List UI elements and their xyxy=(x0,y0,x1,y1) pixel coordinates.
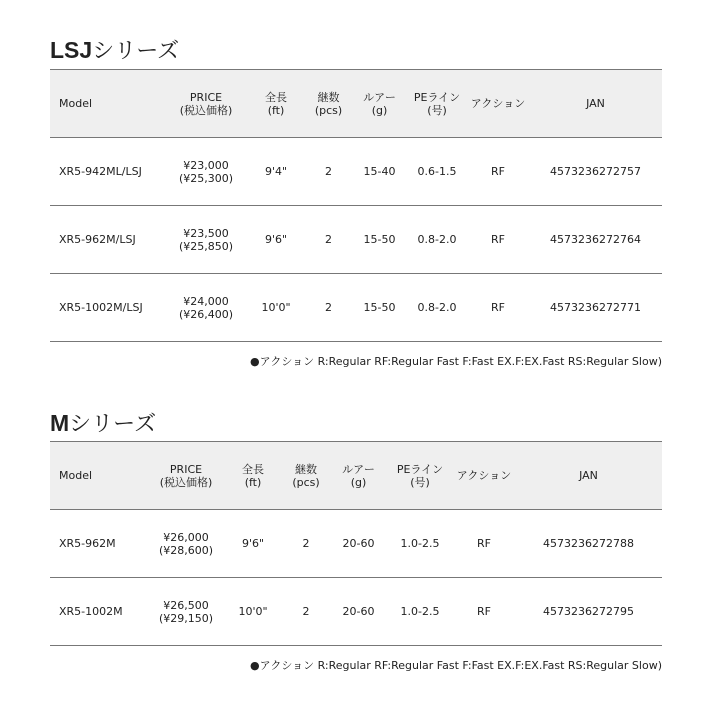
cell-pieces: 2 xyxy=(305,274,352,342)
cell-pe-line: 1.0-2.5 xyxy=(387,578,453,646)
cell-action: RF xyxy=(467,274,529,342)
cell-model: XR5-942ML/LSJ xyxy=(50,138,165,206)
cell-pe-line: 1.0-2.5 xyxy=(387,510,453,578)
cell-jan: 4573236272795 xyxy=(515,578,662,646)
cell-pe-line: 0.8-2.0 xyxy=(407,274,467,342)
cell-pe-line: 0.6-1.5 xyxy=(407,138,467,206)
section-title-bold: M xyxy=(50,410,70,436)
cell-jan: 4573236272764 xyxy=(529,206,662,274)
header-lure: ルアー (g) xyxy=(352,70,407,138)
header-model: Model xyxy=(50,442,148,510)
cell-price: ¥23,000 (¥25,300) xyxy=(165,138,247,206)
header-pieces: 継数 (pcs) xyxy=(282,442,330,510)
header-length: 全長 (ft) xyxy=(224,442,282,510)
cell-pieces: 2 xyxy=(305,138,352,206)
table-row xyxy=(50,274,662,342)
section-title-rest: シリーズ xyxy=(69,412,157,437)
table-header-row xyxy=(50,442,662,510)
cell-action: RF xyxy=(453,510,515,578)
cell-price: ¥23,500 (¥25,850) xyxy=(165,206,247,274)
cell-length: 9'4" xyxy=(247,138,305,206)
cell-pieces: 2 xyxy=(305,206,352,274)
action-legend-note: ●アクション R:Regular RF:Regular Fast F:Fast EX.F:EX.Fast RS:Regular Slow) xyxy=(250,355,662,368)
cell-action: RF xyxy=(467,206,529,274)
cell-lure: 20-60 xyxy=(330,510,387,578)
spec-table xyxy=(50,441,662,646)
section-title xyxy=(50,407,156,438)
cell-model: XR5-962M xyxy=(50,510,148,578)
table-row xyxy=(50,206,662,274)
header-model: Model xyxy=(50,70,165,138)
header-lure: ルアー (g) xyxy=(330,442,387,510)
cell-length: 10'0" xyxy=(224,578,282,646)
section-title-bold: LSJ xyxy=(50,37,93,63)
table-header-row xyxy=(50,70,662,138)
cell-jan: 4573236272788 xyxy=(515,510,662,578)
cell-length: 9'6" xyxy=(224,510,282,578)
header-pieces: 継数 (pcs) xyxy=(305,70,352,138)
cell-length: 10'0" xyxy=(247,274,305,342)
header-action: アクション xyxy=(453,442,515,510)
header-length: 全長 (ft) xyxy=(247,70,305,138)
cell-lure: 15-40 xyxy=(352,138,407,206)
header-jan: JAN xyxy=(515,442,662,510)
section-title xyxy=(50,34,179,65)
cell-pieces: 2 xyxy=(282,578,330,646)
header-price: PRICE (税込価格) xyxy=(148,442,224,510)
cell-price: ¥24,000 (¥26,400) xyxy=(165,274,247,342)
cell-model: XR5-1002M xyxy=(50,578,148,646)
cell-price: ¥26,000 (¥28,600) xyxy=(148,510,224,578)
table-row xyxy=(50,510,662,578)
cell-pe-line: 0.8-2.0 xyxy=(407,206,467,274)
cell-pieces: 2 xyxy=(282,510,330,578)
cell-model: XR5-1002M/LSJ xyxy=(50,274,165,342)
cell-action: RF xyxy=(453,578,515,646)
table-row xyxy=(50,578,662,646)
action-legend-note: ●アクション R:Regular RF:Regular Fast F:Fast EX.F:EX.Fast RS:Regular Slow) xyxy=(250,659,662,672)
header-jan: JAN xyxy=(529,70,662,138)
cell-lure: 20-60 xyxy=(330,578,387,646)
cell-model: XR5-962M/LSJ xyxy=(50,206,165,274)
spec-table xyxy=(50,69,662,342)
cell-jan: 4573236272771 xyxy=(529,274,662,342)
cell-action: RF xyxy=(467,138,529,206)
cell-price: ¥26,500 (¥29,150) xyxy=(148,578,224,646)
cell-lure: 15-50 xyxy=(352,274,407,342)
cell-length: 9'6" xyxy=(247,206,305,274)
table-row xyxy=(50,138,662,206)
cell-jan: 4573236272757 xyxy=(529,138,662,206)
header-pe-line: PEライン (号) xyxy=(387,442,453,510)
cell-lure: 15-50 xyxy=(352,206,407,274)
header-price: PRICE (税込価格) xyxy=(165,70,247,138)
section-title-rest: シリーズ xyxy=(92,39,180,64)
header-action: アクション xyxy=(467,70,529,138)
header-pe-line: PEライン (号) xyxy=(407,70,467,138)
